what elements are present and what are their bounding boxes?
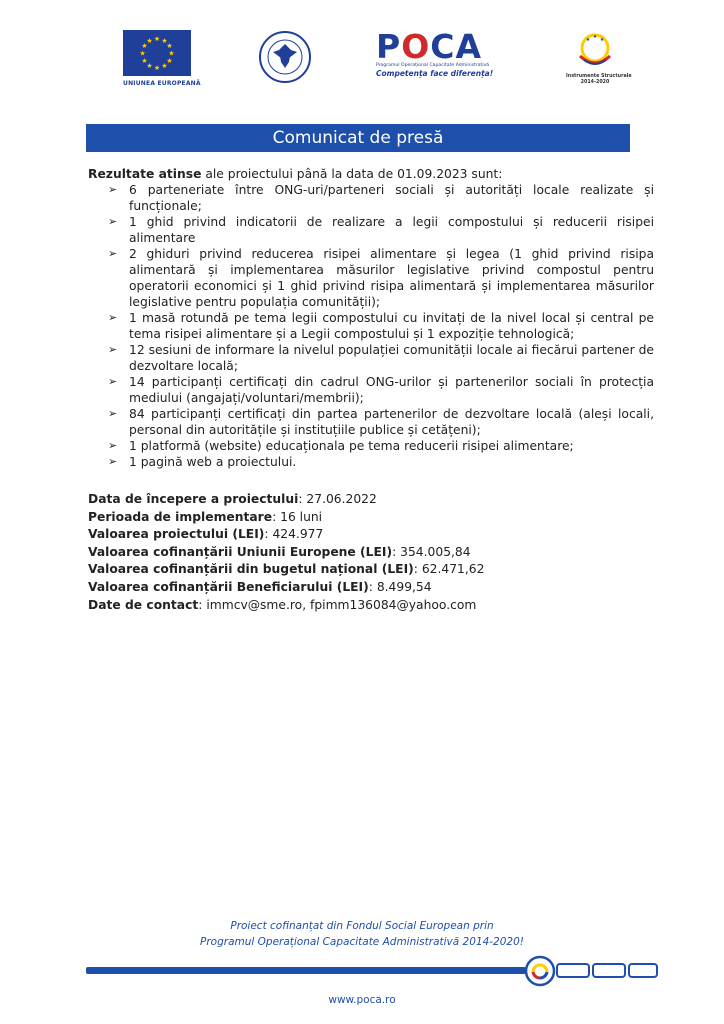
arrow-bullet-icon: ➢ — [108, 311, 118, 324]
detail-value: : 16 luni — [272, 509, 323, 524]
arrow-bullet-icon: ➢ — [108, 439, 118, 452]
project-details — [88, 491, 484, 614]
footer-pill — [628, 963, 658, 978]
eu-caption: UNIUNEA EUROPEANĂ — [123, 80, 201, 87]
svg-text:★: ★ — [166, 57, 173, 65]
poca-subtitle: Programul Operațional Capacitate Administrativă — [376, 63, 490, 68]
detail-value: : 8.499,54 — [368, 579, 432, 594]
detail-label: Date de contact — [88, 597, 199, 612]
result-text: 12 sesiuni de informare la nivelul populației comunității locale ai fiecărui partener de dezvoltare locală; — [129, 343, 654, 373]
result-item — [88, 246, 654, 310]
results-section — [88, 166, 654, 470]
result-item — [88, 342, 654, 374]
detail-value: : 424.977 — [264, 527, 324, 542]
poca-logo — [376, 27, 504, 78]
svg-text:★: ★ — [139, 49, 146, 58]
result-item — [88, 310, 654, 342]
svg-text:★: ★ — [146, 37, 153, 45]
arrow-bullet-icon: ➢ — [108, 215, 118, 228]
detail-label: Perioada de implementare — [88, 509, 273, 524]
footer-divider — [86, 967, 526, 974]
result-item — [88, 454, 654, 470]
result-text: 1 ghid privind indicatorii de realizare a legii compostului și reducerii risipei alimentare — [129, 215, 654, 245]
arrow-bullet-icon: ➢ — [108, 407, 118, 420]
result-text: 1 platformă (website) educaționala pe tema reducerii risipei alimentare; — [129, 439, 574, 453]
svg-text:★: ★ — [592, 34, 598, 40]
detail-label: Valoarea cofinanțării din bugetul național (LEI) — [88, 562, 414, 577]
poca-wordmark: POCA — [376, 27, 483, 66]
footer-line-1: Proiect cofinanțat din Fondul Social European prin — [230, 920, 494, 932]
structural-instruments-logo — [566, 30, 632, 86]
arrow-bullet-icon: ➢ — [108, 247, 118, 260]
result-text: 2 ghiduri privind reducerea risipei alimentare și legea (1 ghid privind risipa alimentară și implementarea măsurilor legislative privind compostul pentru operatorii economici și 1 ghid privind risipa alimentară și implementarea măsurilor legislative pentru populația comunității); — [129, 247, 654, 309]
result-text: 1 masă rotundă pe tema legii compostului cu invitați de la nivel local și central pe tema risipei alimentare și a Legii compostului și 1 expoziție tehnologică; — [129, 311, 654, 341]
svg-text:★: ★ — [146, 62, 153, 70]
result-text: 1 pagină web a proiectului. — [129, 455, 297, 469]
detail-row — [88, 561, 484, 579]
result-item — [88, 374, 654, 406]
detail-value: : immcv@sme.ro, fpimm136084@yahoo.com — [198, 597, 477, 612]
detail-row — [88, 579, 484, 597]
arrow-bullet-icon: ➢ — [108, 343, 118, 356]
detail-value: : 27.06.2022 — [298, 492, 377, 506]
svg-text:★: ★ — [161, 37, 168, 45]
structural-instruments-icon — [566, 30, 624, 70]
arrow-bullet-icon: ➢ — [108, 375, 118, 388]
detail-row — [88, 544, 484, 562]
footer-decoration — [556, 963, 660, 979]
structural-instruments-years: 2014-2020 — [580, 80, 610, 85]
eu-logo — [123, 30, 201, 87]
results-intro-bold: Rezultate atinse — [88, 167, 202, 181]
results-intro — [88, 166, 654, 182]
arrow-bullet-icon: ➢ — [108, 183, 118, 196]
results-list — [88, 182, 654, 470]
result-item — [88, 406, 654, 438]
svg-text:★: ★ — [585, 37, 591, 43]
page-title: Comunicat de presă — [86, 124, 630, 152]
structural-instruments-caption: Instrumente Structurale — [566, 74, 632, 79]
detail-row — [88, 491, 484, 509]
detail-label: Valoarea cofinanțării Beneficiarului (LEI) — [88, 579, 369, 594]
svg-text:★: ★ — [161, 62, 168, 70]
svg-text:★: ★ — [153, 64, 161, 72]
poca-tagline: Competența face diferența! — [376, 69, 494, 78]
footer-pill — [592, 963, 626, 978]
svg-text:★: ★ — [141, 57, 148, 65]
svg-text:★: ★ — [153, 35, 161, 43]
detail-row — [88, 509, 484, 527]
svg-text:★: ★ — [166, 42, 173, 50]
detail-label: Valoarea cofinanțării Uniunii Europene (LEI) — [88, 544, 393, 559]
detail-value: : 62.471,62 — [413, 562, 485, 577]
arrow-bullet-icon: ➢ — [108, 455, 118, 468]
footer-line-2: Programul Operațional Capacitate Administrativă 2014-2020! — [200, 936, 524, 948]
eu-flag-icon — [123, 30, 191, 76]
result-text: 6 parteneriate între ONG-uri/parteneri sociali și autorități locale realizate și funcționale; — [129, 183, 654, 213]
detail-row — [88, 526, 484, 544]
detail-value: : 354.005,84 — [392, 544, 471, 559]
header-logos — [0, 27, 724, 92]
results-intro-rest: ale proiectului până la data de 01.09.2023 sunt: — [201, 167, 503, 181]
footer-note — [0, 918, 724, 950]
footer-website-link[interactable]: www.poca.ro — [328, 994, 396, 1006]
government-emblem-icon — [258, 30, 312, 84]
svg-text:★: ★ — [599, 37, 605, 43]
detail-row — [88, 597, 484, 615]
result-text: 84 participanți certificați din partea partenerilor de dezvoltare locală (aleși locali, personal din autoritățile și instituțiile publice și cetățeni); — [129, 407, 654, 437]
result-text: 14 participanți certificați din cadrul ONG-urilor și partenerilor sociali în protecția mediului (angajați/voluntari/membrii); — [129, 375, 654, 405]
poca-circle-icon — [524, 955, 556, 987]
footer-pill — [556, 963, 590, 978]
result-item — [88, 438, 654, 454]
svg-text:★: ★ — [141, 42, 148, 50]
result-item — [88, 214, 654, 246]
svg-text:★: ★ — [168, 49, 175, 58]
detail-label: Data de începere a proiectului — [88, 492, 299, 506]
result-item — [88, 182, 654, 214]
detail-label: Valoarea proiectului (LEI) — [88, 527, 265, 542]
